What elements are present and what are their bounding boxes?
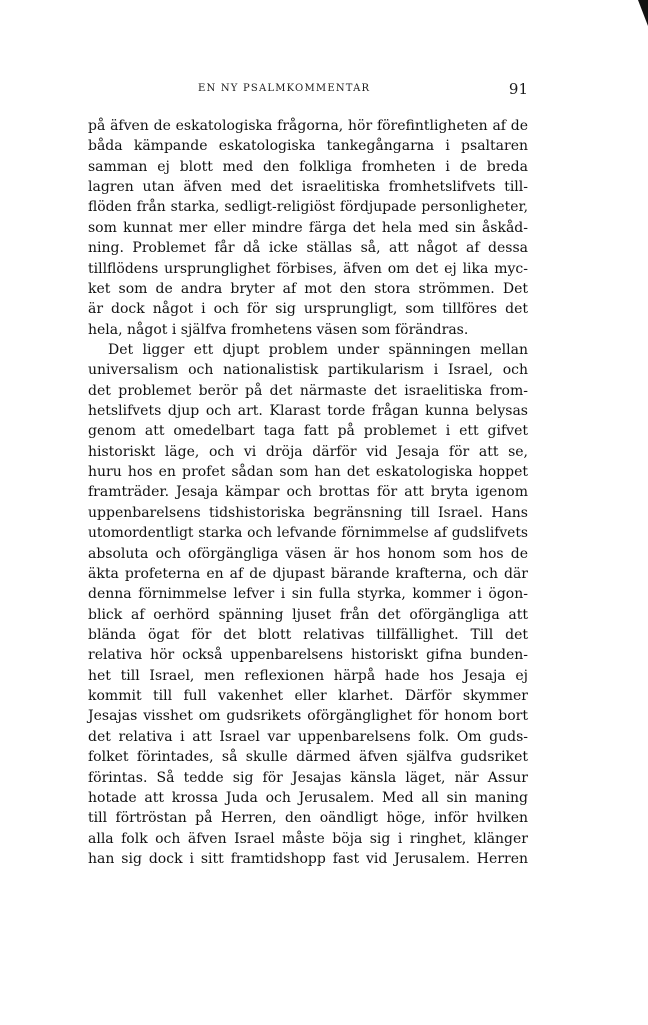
text-line: historiskt läge, och vi dröja därför vid Jesaja för att se, bbox=[88, 443, 528, 460]
text-line: är dock något i och för sig ursprungligt, som tillföres det bbox=[88, 301, 528, 318]
text-line: absoluta och oförgängliga väsen är hos honom som hos de bbox=[88, 545, 528, 562]
text-line: det relativa i att Israel var uppenbarelsens folk. Om guds- bbox=[88, 728, 528, 745]
text-line: universalism och nationalistisk partikularism i Israel, och bbox=[88, 362, 528, 379]
text-line: samman ej blott med den folkliga fromheten i de breda bbox=[88, 158, 528, 175]
running-head bbox=[88, 80, 528, 100]
text-line-paragraph-start: Det ligger ett djupt problem under spänningen mellan bbox=[108, 341, 528, 358]
running-title: EN NY PSALMKOMMENTAR bbox=[198, 83, 371, 94]
text-line: han sig dock i sitt framtidshopp fast vid Jerusalem. Herren bbox=[88, 850, 528, 867]
text-line: kommit till full vakenhet eller klarhet. Därför skymmer bbox=[88, 688, 528, 705]
text-line: uppenbarelsens tidshistoriska begränsning till Israel. Hans bbox=[88, 504, 528, 521]
text-line-paragraph-end: hela, något i själfva fromhetens väsen som förändras. bbox=[88, 321, 469, 338]
text-line: tillflödens ursprunglighet förbises, äfven om det ej lika myc- bbox=[88, 260, 528, 277]
text-line: som kunnat mer eller mindre färga det hela med sin åskåd- bbox=[88, 219, 528, 236]
text-line: ning. Problemet får då icke ställas så, att något af dessa bbox=[88, 240, 528, 257]
text-line: till förtröstan på Herren, den oändligt höge, inför hvilken bbox=[88, 810, 528, 827]
text-line: genom att omedelbart taga fatt på problemet i ett gifvet bbox=[88, 423, 528, 440]
text-line: på äfven de eskatologiska frågorna, hör förefintligheten af de bbox=[88, 118, 528, 134]
text-line: huru hos en profet sådan som han det eskatologiska hoppet bbox=[88, 464, 528, 481]
text-line: utomordentligt starka och lefvande förnimmelse af gudslifvets bbox=[88, 525, 528, 542]
text-line: het till Israel, men reflexionen härpå hade hos Jesaja ej bbox=[88, 667, 528, 684]
text-line: hetslifvets djup och art. Klarast torde frågan kunna belysas bbox=[88, 403, 528, 420]
text-line: folket förintades, så skulle därmed äfven själfva gudsriket bbox=[88, 749, 528, 766]
text-line: flöden från starka, sedligt-religiöst fördjupade personligheter, bbox=[88, 199, 528, 216]
page-corner-mark bbox=[638, 0, 648, 26]
text-line: Jesajas visshet om gudsrikets oförgänglighet för honom bort bbox=[88, 708, 528, 725]
text-line: ket som de andra bryter af mot den stora strömmen. Det bbox=[88, 280, 528, 297]
text-line: lagren utan äfven med det israelitiska fromhetslifvets till- bbox=[88, 179, 528, 196]
page-number: 91 bbox=[508, 80, 528, 98]
text-line: denna förnimmelse lefver i sin fulla styrka, kommer i ögon- bbox=[88, 586, 528, 603]
text-line: blick af oerhörd spänning ljuset från det oförgängliga att bbox=[88, 606, 528, 623]
text-line: blända ögat för det blott relativas tillfällighet. Till det bbox=[88, 626, 528, 643]
text-line: relativa hör också uppenbarelsens historiskt gifna bunden- bbox=[88, 647, 528, 664]
text-line: framträder. Jesaja kämpar och brottas för att bryta igenom bbox=[88, 484, 528, 501]
text-line: båda kämpande eskatologiska tankegångarna i psaltaren bbox=[88, 138, 528, 155]
text-line: förintas. Så tedde sig för Jesajas känsla läget, när Assur bbox=[88, 769, 528, 786]
text-line: det problemet berör på det närmaste det israelitiska from- bbox=[88, 382, 528, 399]
body-text bbox=[88, 116, 528, 869]
text-line: hotade att krossa Juda och Jerusalem. Med all sin maning bbox=[88, 789, 528, 806]
text-line: alla folk och äfven Israel måste böja sig i ringhet, klänger bbox=[88, 830, 528, 847]
text-line: äkta profeterna en af de djupast bärande krafterna, och där bbox=[88, 565, 528, 582]
